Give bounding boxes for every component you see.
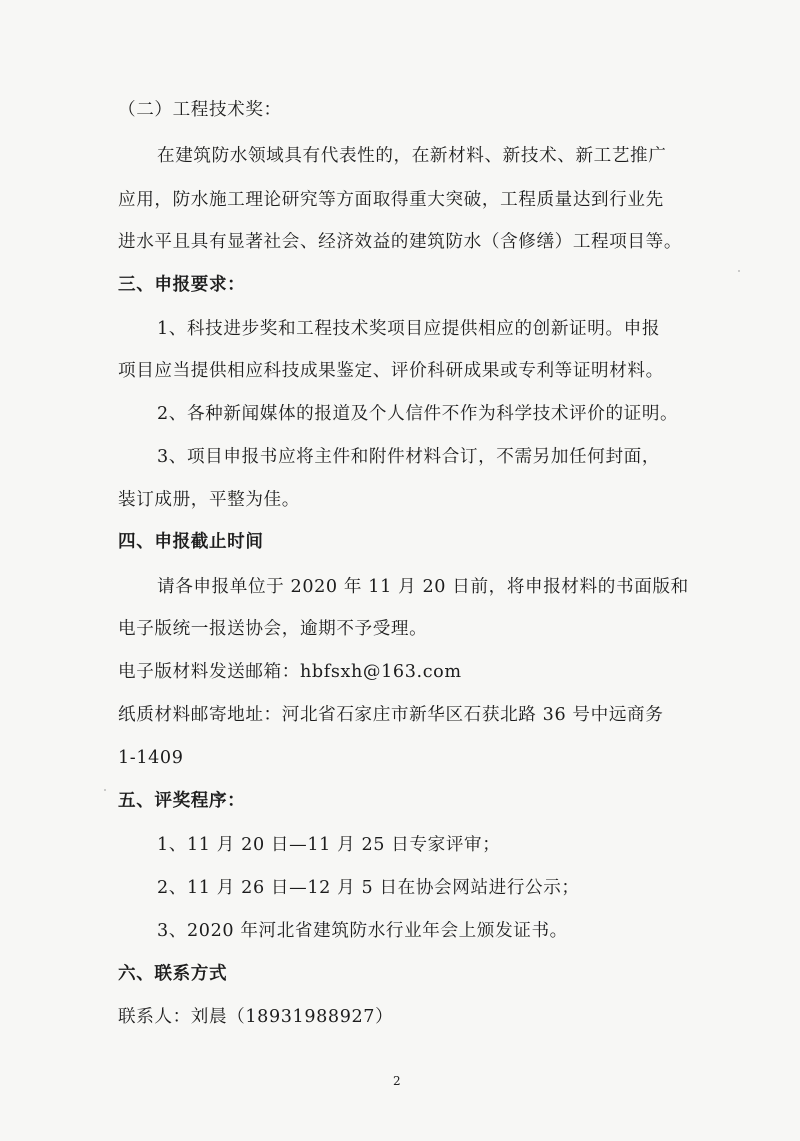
paragraph-line: 1、科技进步奖和工程技术奖项目应提供相应的创新证明。申报 [157, 319, 661, 339]
paragraph-line: 装订成册，平整为佳。 [118, 490, 300, 510]
paragraph-line: 进水平且具有显著社会、经济效益的建筑防水（含修缮）工程项目等。 [118, 232, 683, 252]
paragraph-line: 2、各种新闻媒体的报道及个人信件不作为科学技术评价的证明。 [157, 404, 679, 424]
paragraph-line: 3、项目申报书应将主件和附件材料合订，不需另加任何封面， [157, 447, 661, 467]
paragraph-line: 请各申报单位于 2020 年 11 月 20 日前，将申报材料的书面版和 [157, 577, 689, 597]
section-heading-deadline: 四、申报截止时间 [118, 531, 264, 552]
procedure-item: 3、2020 年河北省建筑防水行业年会上颁发证书。 [157, 921, 568, 941]
contact-person: 联系人：刘晨（18931988927） [118, 1007, 394, 1027]
address-line-continued: 1-1409 [118, 748, 184, 768]
paragraph-line: 电子版统一报送协会，逾期不予受理。 [118, 619, 428, 639]
section-heading-requirements: 三、申报要求： [118, 274, 246, 295]
address-line: 纸质材料邮寄地址：河北省石家庄市新华区石获北路 36 号中远商务 [118, 705, 664, 725]
email-line: 电子版材料发送邮箱：hbfsxh@163.com [118, 662, 462, 682]
paragraph-line: 项目应当提供相应科技成果鉴定、评价科研成果或专利等证明材料。 [118, 361, 664, 381]
section-heading-procedure: 五、评奖程序： [118, 790, 246, 811]
paragraph-line: 应用，防水施工理论研究等方面取得重大突破，工程质量达到行业先 [118, 190, 664, 210]
section-heading-contact: 六、联系方式 [118, 963, 228, 984]
procedure-item: 2、11 月 26 日—12 月 5 日在协会网站进行公示； [157, 878, 580, 898]
paragraph-line: 在建筑防水领域具有代表性的，在新材料、新技术、新工艺推广 [157, 146, 667, 166]
scan-speck [738, 270, 740, 272]
scan-speck [104, 789, 106, 791]
section-heading-engineering-award: （二）工程技术奖： [118, 100, 282, 120]
page-number: 2 [393, 1074, 401, 1088]
procedure-item: 1、11 月 20 日—11 月 25 日专家评审； [157, 835, 501, 855]
